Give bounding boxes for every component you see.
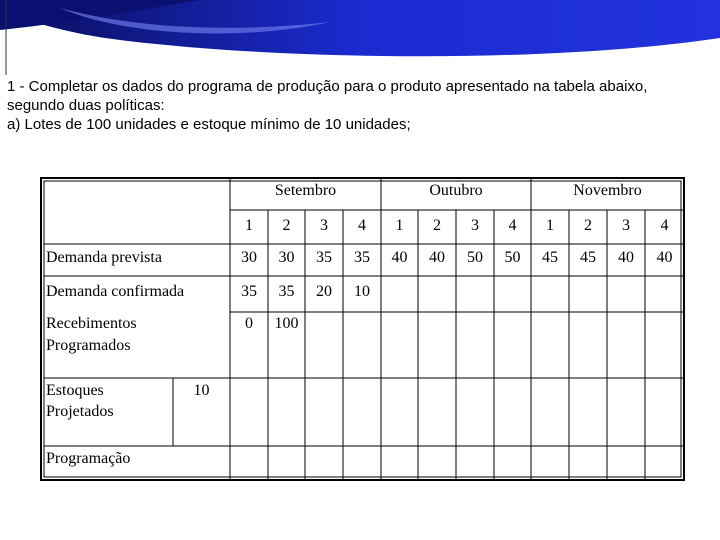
demanda-prevista-cell: 35: [316, 249, 332, 266]
week-header: 3: [320, 217, 328, 234]
demanda-prevista-cell: 45: [542, 249, 558, 266]
week-header: 4: [660, 217, 669, 234]
week-header: 4: [358, 217, 366, 234]
row-label-programados: Programados: [46, 337, 131, 354]
week-header: 1: [395, 217, 404, 234]
demanda-prevista-cell: 50: [504, 249, 521, 266]
demanda-prevista-cell: 40: [429, 249, 445, 266]
row-label-demanda-prevista: Demanda prevista: [46, 249, 162, 266]
demanda-confirmada-cell: 20: [316, 283, 332, 300]
month-header-outubro: Outubro: [429, 182, 483, 199]
demanda-prevista-cell: 40: [618, 249, 634, 266]
row-label-programacao: Programação: [46, 450, 131, 467]
week-header: 2: [433, 217, 441, 234]
demanda-prevista-cell: 50: [467, 249, 483, 266]
week-header: 1: [245, 217, 253, 234]
estoque-inicial-value: 10: [193, 382, 210, 399]
week-header: 4: [508, 217, 517, 234]
demanda-prevista-cell: 40: [656, 249, 673, 266]
month-header-setembro: Setembro: [274, 182, 337, 199]
week-header: 3: [622, 217, 630, 234]
week-header: 2: [282, 217, 291, 234]
demanda-prevista-cell: 30: [278, 249, 295, 266]
week-header: 3: [471, 217, 479, 234]
demanda-prevista-cell: 40: [391, 249, 408, 266]
demanda-prevista-cell: 35: [354, 249, 370, 266]
row-label-projetados: Projetados: [46, 403, 114, 420]
demanda-confirmada-cell: 10: [354, 283, 370, 300]
instruction-line-3: a) Lotes de 100 unidades e estoque mínimo de 10 unidades;: [7, 116, 411, 133]
demanda-confirmada-cell: 35: [241, 283, 257, 300]
recebimentos-cell: 100: [274, 315, 299, 332]
demanda-prevista-cell: 45: [580, 249, 596, 266]
week-header: 2: [584, 217, 592, 234]
week-header: 1: [546, 217, 554, 234]
month-header-novembro: Novembro: [573, 182, 642, 199]
row-label-demanda-confirmada: Demanda confirmada: [46, 283, 185, 300]
demanda-prevista-cell: 30: [241, 249, 257, 266]
recebimentos-cell: 0: [245, 315, 253, 332]
instruction-line-1: 1 - Completar os dados do programa de produção para o produto apresentado na tabela abaixo,: [7, 78, 648, 95]
demanda-confirmada-cell: 35: [278, 283, 295, 300]
instruction-line-2: segundo duas políticas:: [7, 97, 165, 114]
row-label-estoques: Estoques: [46, 382, 104, 399]
row-label-recebimentos: Recebimentos: [46, 315, 137, 332]
